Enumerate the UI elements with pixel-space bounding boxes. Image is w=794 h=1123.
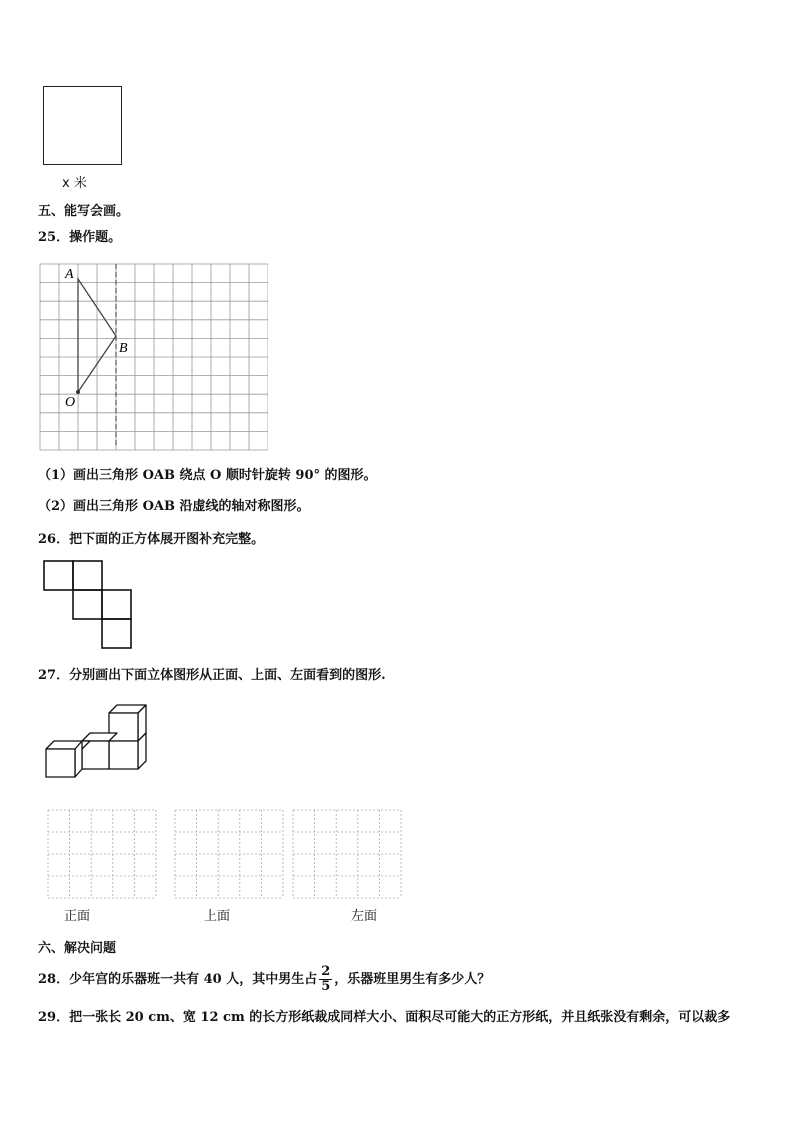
net-square-1 <box>44 561 73 590</box>
point-o-label: O <box>65 395 76 410</box>
square-side-label: x 米 <box>62 176 87 191</box>
net-square-4 <box>102 590 131 619</box>
point-o-dot <box>76 390 80 394</box>
net-square-2 <box>73 561 102 590</box>
question-29: 29．把一张长 20 cm、宽 12 cm 的长方形纸裁成同样大小、面积尽可能大的正方形纸，并且纸张没有剩余，可以裁多 <box>38 1010 731 1025</box>
cube-stack-figure <box>40 700 155 785</box>
q25-grid-lines <box>40 264 268 450</box>
cube-bottom-right <box>109 741 138 769</box>
left-grid-lines <box>293 810 401 898</box>
question-25-sub1: （1）画出三角形 OAB 绕点 O 顺时针旋转 90° 的图形。 <box>38 468 377 483</box>
q25-grid-figure <box>38 262 268 452</box>
question-25-title: 25．操作题。 <box>38 230 122 245</box>
view-grid-left <box>291 808 403 900</box>
question-27-title: 27．分别画出下面立体图形从正面、上面、左面看到的图形. <box>38 668 386 683</box>
front-grid-lines <box>48 810 156 898</box>
fraction-two-fifths <box>319 965 332 994</box>
fraction-numerator: 2 <box>321 964 331 979</box>
net-square-5 <box>102 619 131 648</box>
question-25-sub2: （2）画出三角形 OAB 沿虚线的轴对称图形。 <box>38 499 310 514</box>
point-b-label: B <box>119 341 128 356</box>
view-label-left: 左面 <box>351 909 378 924</box>
question-26-title: 26．把下面的正方体展开图补充完整。 <box>38 532 265 547</box>
cube-net-figure <box>40 558 136 654</box>
top-grid-lines <box>175 810 283 898</box>
view-label-top: 上面 <box>204 909 231 924</box>
square-figure <box>43 86 122 165</box>
point-a-label: A <box>65 267 74 282</box>
cube-bottom-left <box>46 749 75 777</box>
view-label-front: 正面 <box>64 909 91 924</box>
fraction-denominator: 5 <box>321 979 331 994</box>
section-five-title: 五、能写会画。 <box>38 204 130 219</box>
question-28-suffix: ，乐器班里男生有多少人？ <box>334 972 491 987</box>
section-six-title: 六、解决问题 <box>38 941 117 956</box>
view-grid-front <box>46 808 158 900</box>
question-28 <box>38 963 490 997</box>
question-28-prefix: 28．少年宫的乐器班一共有 40 人，其中男生占 <box>38 972 318 987</box>
net-square-3 <box>73 590 102 619</box>
view-grid-top <box>173 808 285 900</box>
